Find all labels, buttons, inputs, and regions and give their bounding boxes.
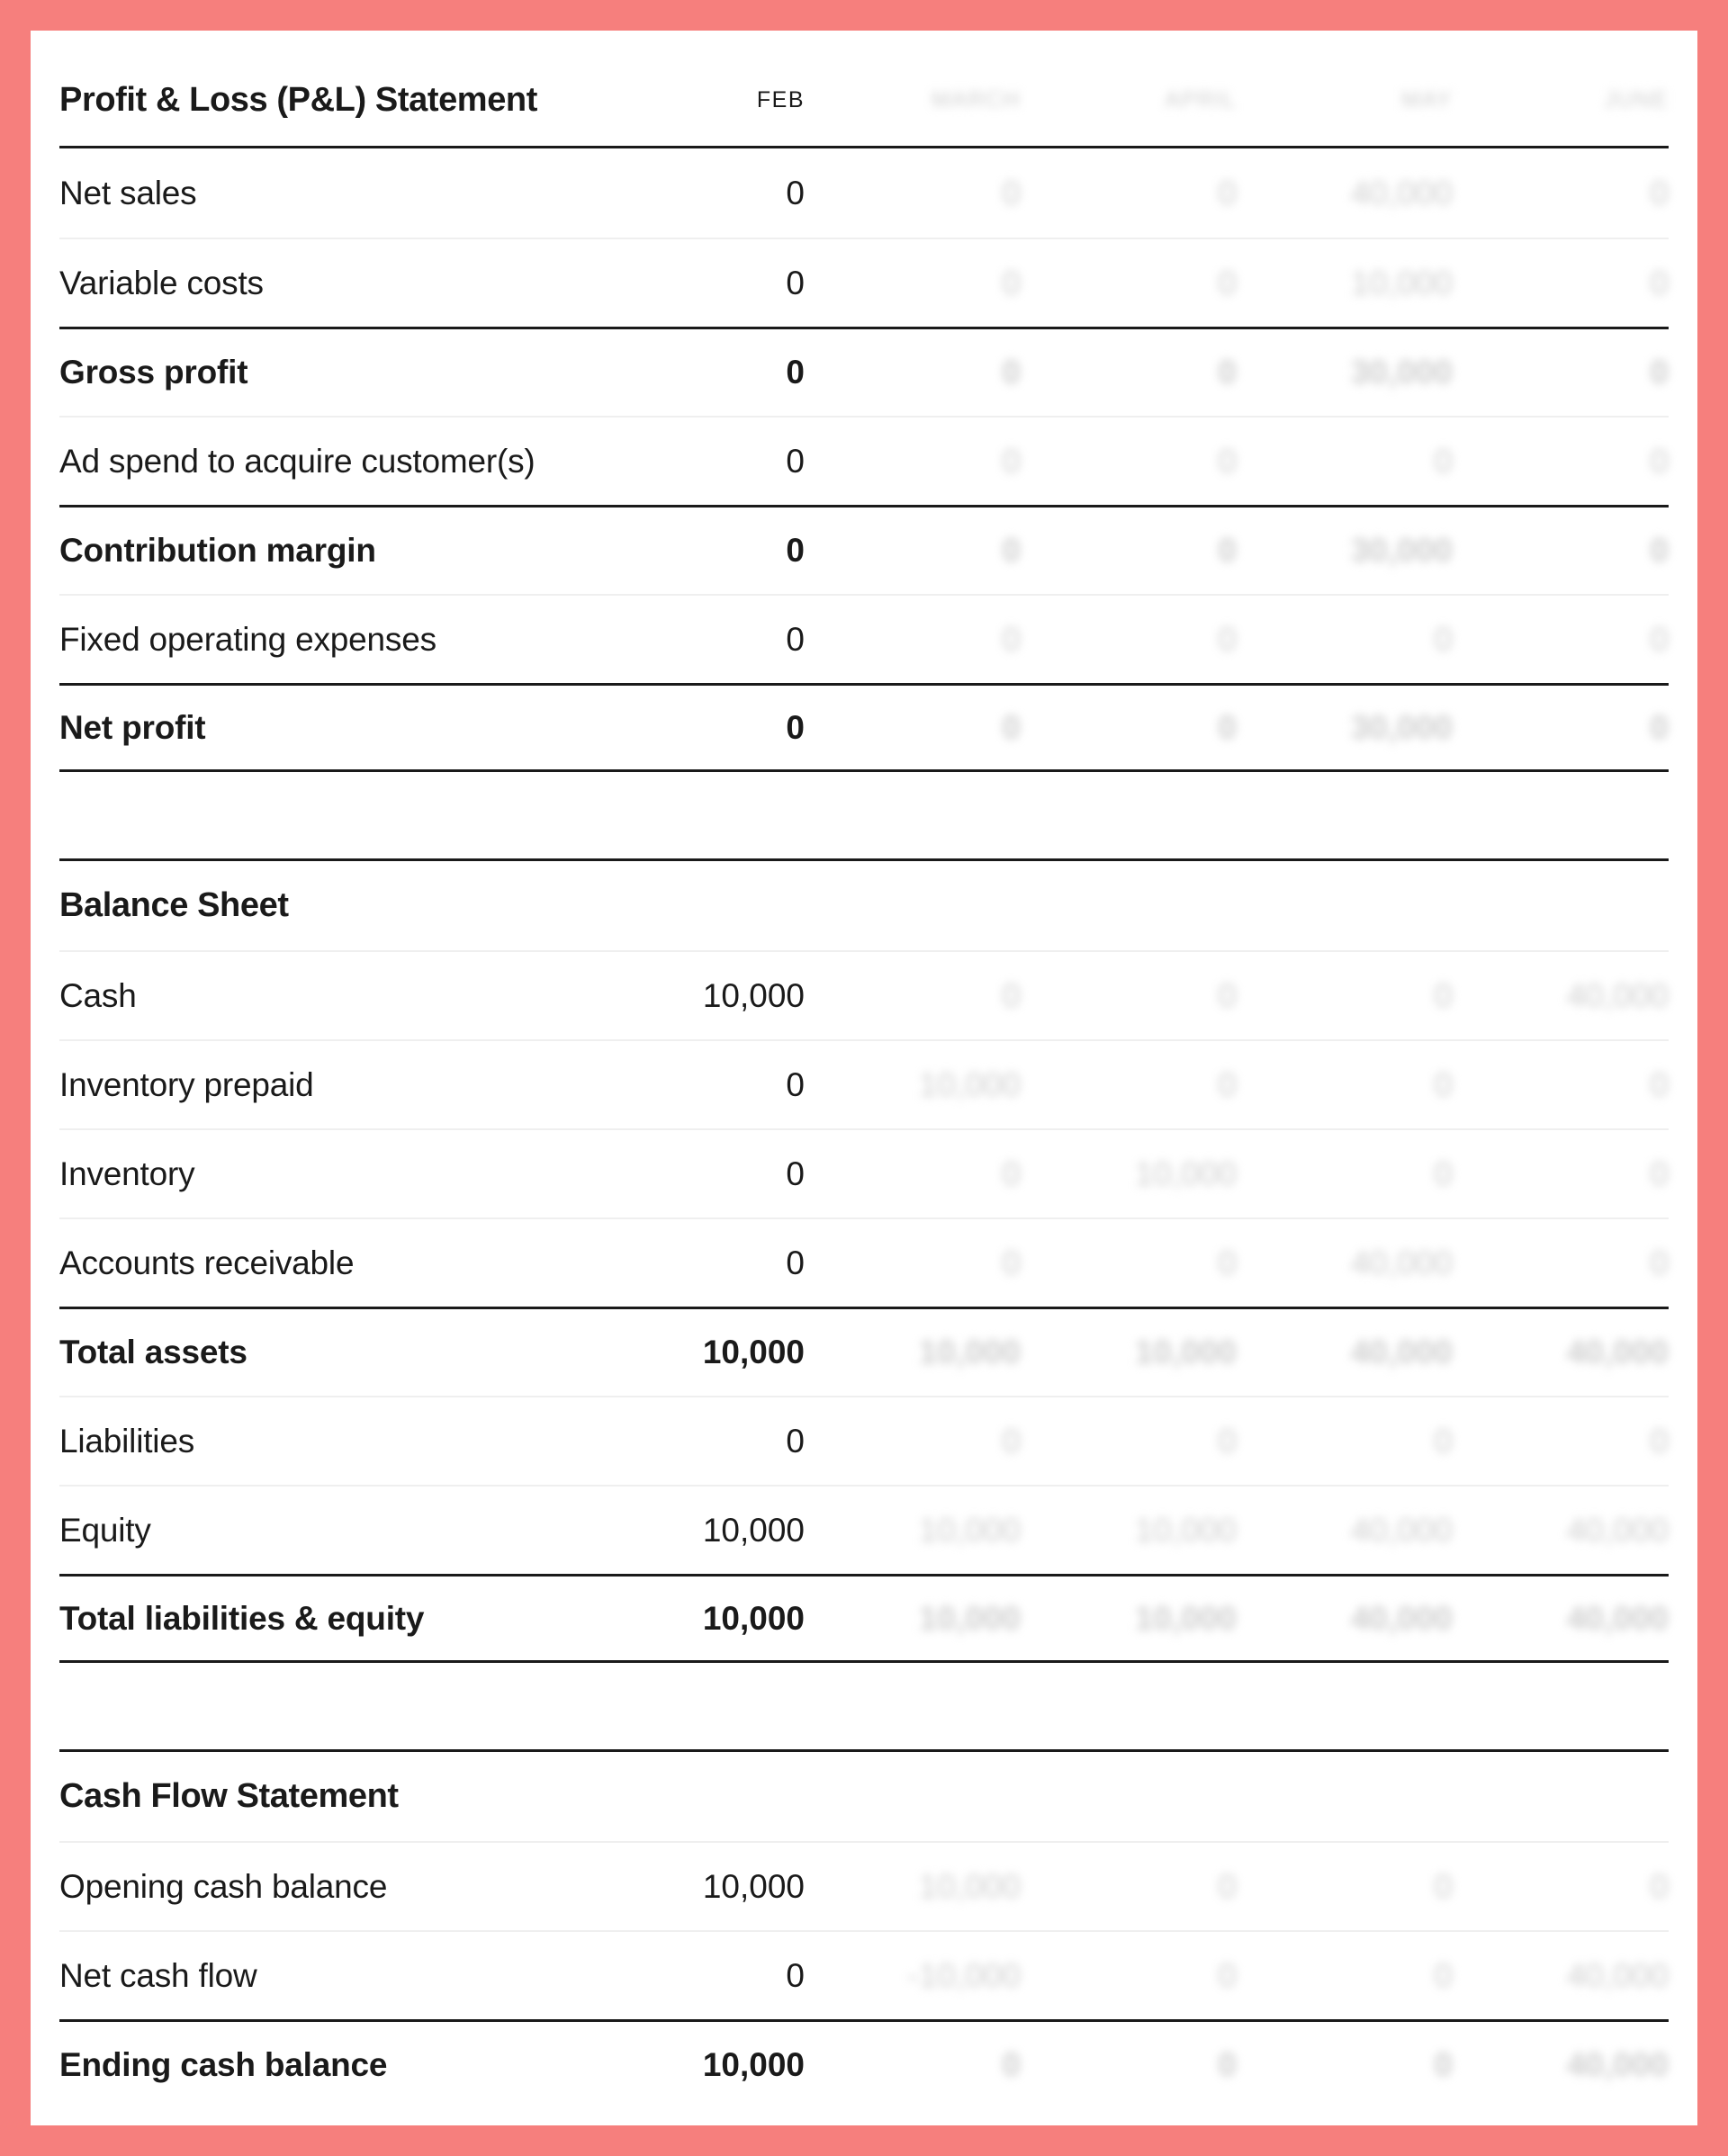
row-label: Net sales: [59, 174, 197, 211]
cell-june: 0: [1650, 354, 1669, 391]
cell-feb: 0: [786, 264, 805, 301]
cell-march: 0: [1002, 1244, 1021, 1281]
cell-may: 30,000: [1350, 708, 1453, 746]
cell-feb: 10,000: [702, 1334, 805, 1370]
section-title: Balance Sheet: [59, 886, 289, 924]
cell-may: 0: [1434, 976, 1453, 1014]
cell-june: 0: [1650, 1154, 1669, 1192]
cell-april: 0: [1218, 264, 1237, 301]
row-label: Inventory: [59, 1154, 195, 1192]
table-row-accounts-receivable: [59, 1217, 1669, 1307]
cell-march: 10,000: [918, 1065, 1021, 1103]
cell-june: 40,000: [1566, 976, 1669, 1014]
cell-april: 0: [1218, 1956, 1237, 1994]
row-label: Variable costs: [59, 264, 264, 301]
cell-march: 0: [1002, 532, 1021, 569]
row-label: Contribution margin: [59, 532, 376, 569]
cell-may: 0: [1434, 1422, 1453, 1460]
cell-march: 0: [1002, 708, 1021, 746]
cell-june: 40,000: [1566, 1599, 1669, 1637]
month-header-march: MARCH: [931, 86, 1021, 112]
cell-feb: 0: [786, 620, 805, 658]
cell-march: 10,000: [918, 1599, 1021, 1637]
cell-may: 0: [1434, 442, 1453, 480]
cell-march: 0: [1002, 1154, 1021, 1192]
cell-feb: 0: [786, 354, 805, 391]
cell-feb: 0: [786, 1154, 805, 1192]
cell-feb: 10,000: [702, 1599, 805, 1637]
cell-june: 0: [1650, 1422, 1669, 1460]
cell-feb: 10,000: [702, 2046, 805, 2083]
section-cash-flow: [59, 1749, 1669, 2108]
row-label: Inventory prepaid: [59, 1065, 314, 1103]
table-row-total-liabilities-equity: [59, 1574, 1669, 1663]
cell-june: 0: [1650, 1867, 1669, 1905]
cell-may: 30,000: [1350, 354, 1453, 391]
cell-june: 40,000: [1566, 1956, 1669, 1994]
row-label: Liabilities: [59, 1422, 194, 1460]
cell-may: 40,000: [1350, 1599, 1453, 1637]
table-row-total-assets: [59, 1307, 1669, 1396]
row-label: Opening cash balance: [59, 1867, 388, 1905]
cell-april: 0: [1218, 976, 1237, 1014]
table-row-gross-profit: [59, 327, 1669, 416]
cell-may: 0: [1434, 620, 1453, 658]
row-label: Ad spend to acquire customer(s): [59, 442, 536, 480]
table-row-net-cash-flow: [59, 1930, 1669, 2019]
section-profit-and-loss: [59, 31, 1669, 772]
cell-feb: 0: [786, 708, 805, 746]
cell-feb: 0: [786, 174, 805, 211]
cell-may: 0: [1434, 1867, 1453, 1905]
table-row-variable-costs: [59, 238, 1669, 327]
table-row-fixed-operating-expenses: [59, 594, 1669, 683]
cell-april: 0: [1218, 1867, 1237, 1905]
table-row-liabilities: [59, 1396, 1669, 1485]
pnl-header-row: [59, 31, 1669, 148]
cell-april: 0: [1218, 620, 1237, 658]
cell-june: 0: [1650, 1244, 1669, 1281]
cell-feb: 10,000: [702, 1511, 805, 1549]
cell-june: 0: [1650, 174, 1669, 211]
table-row-ending-cash-balance: [59, 2019, 1669, 2108]
table-row-equity: [59, 1485, 1669, 1574]
table-row-contribution-margin: [59, 505, 1669, 594]
cell-march: -10,000: [907, 1956, 1021, 1994]
cell-april: 0: [1218, 2046, 1237, 2083]
row-label: Cash: [59, 976, 137, 1014]
cell-june: 40,000: [1566, 1511, 1669, 1549]
row-label: Total liabilities & equity: [59, 1599, 425, 1637]
cell-june: 0: [1650, 708, 1669, 746]
cell-may: 40,000: [1350, 174, 1453, 211]
table-row-net-profit: [59, 683, 1669, 772]
cell-april: 0: [1218, 532, 1237, 569]
cell-march: 0: [1002, 354, 1021, 391]
cell-march: 10,000: [918, 1511, 1021, 1549]
cell-march: 0: [1002, 1422, 1021, 1460]
cell-feb: 0: [786, 1065, 805, 1103]
cell-feb: 0: [786, 1422, 805, 1460]
table-row-ad-spend: [59, 416, 1669, 505]
table-row-net-sales: [59, 148, 1669, 238]
month-header-feb: FEB: [756, 86, 805, 112]
cash-flow-header-row: [59, 1749, 1669, 1841]
cell-march: 0: [1002, 442, 1021, 480]
month-header-june: JUNE: [1604, 86, 1669, 112]
cell-feb: 0: [786, 1244, 805, 1281]
table-row-inventory: [59, 1128, 1669, 1217]
cell-april: 0: [1218, 174, 1237, 211]
cell-april: 0: [1218, 442, 1237, 480]
cell-may: 40,000: [1350, 1334, 1453, 1370]
cell-june: 0: [1650, 620, 1669, 658]
cell-march: 10,000: [918, 1334, 1021, 1370]
section-title: Cash Flow Statement: [59, 1777, 399, 1815]
table-row-cash: [59, 950, 1669, 1039]
cell-march: 0: [1002, 2046, 1021, 2083]
cell-may: 0: [1434, 1956, 1453, 1994]
cell-april: 0: [1218, 1244, 1237, 1281]
row-label: Equity: [59, 1511, 151, 1549]
cell-june: 40,000: [1566, 1334, 1669, 1370]
row-label: Net profit: [59, 708, 206, 746]
cell-march: 0: [1002, 976, 1021, 1014]
month-header-may: MAY: [1401, 86, 1453, 112]
cell-march: 0: [1002, 620, 1021, 658]
cell-april: 0: [1218, 1065, 1237, 1103]
cell-march: 10,000: [918, 1867, 1021, 1905]
cell-may: 40,000: [1350, 1244, 1453, 1281]
financial-statements-sheet: [31, 31, 1697, 2125]
cell-may: 30,000: [1350, 532, 1453, 569]
cell-may: 10,000: [1350, 264, 1453, 301]
row-label: Fixed operating expenses: [59, 620, 436, 658]
section-gap: [59, 1663, 1669, 1749]
row-label: Net cash flow: [59, 1956, 257, 1994]
table-row-inventory-prepaid: [59, 1039, 1669, 1128]
row-label: Total assets: [59, 1334, 248, 1370]
cell-may: 0: [1434, 1154, 1453, 1192]
cell-april: 0: [1218, 708, 1237, 746]
cell-june: 40,000: [1566, 2046, 1669, 2083]
cell-may: 40,000: [1350, 1511, 1453, 1549]
cell-april: 10,000: [1134, 1334, 1237, 1370]
row-label: Accounts receivable: [59, 1244, 355, 1281]
cell-june: 0: [1650, 264, 1669, 301]
cell-april: 10,000: [1134, 1154, 1237, 1192]
cell-march: 0: [1002, 264, 1021, 301]
cell-june: 0: [1650, 532, 1669, 569]
cell-april: 0: [1218, 354, 1237, 391]
month-header-april: APRIL: [1165, 86, 1237, 112]
cell-april: 10,000: [1134, 1511, 1237, 1549]
cell-april: 10,000: [1134, 1599, 1237, 1637]
cell-feb: 0: [786, 532, 805, 569]
cell-march: 0: [1002, 174, 1021, 211]
row-label: Gross profit: [59, 354, 248, 391]
cell-may: 0: [1434, 2046, 1453, 2083]
row-label: Ending cash balance: [59, 2046, 388, 2083]
cell-feb: 10,000: [702, 1867, 805, 1905]
table-row-opening-cash-balance: [59, 1841, 1669, 1930]
balance-sheet-header-row: [59, 858, 1669, 950]
cell-june: 0: [1650, 442, 1669, 480]
section-gap: [59, 772, 1669, 858]
cell-feb: 0: [786, 442, 805, 480]
cell-feb: 0: [786, 1956, 805, 1994]
section-title: Profit & Loss (P&L) Statement: [59, 80, 537, 119]
cell-april: 0: [1218, 1422, 1237, 1460]
cell-may: 0: [1434, 1065, 1453, 1103]
cell-june: 0: [1650, 1065, 1669, 1103]
cell-feb: 10,000: [702, 976, 805, 1014]
section-balance-sheet: [59, 858, 1669, 1663]
